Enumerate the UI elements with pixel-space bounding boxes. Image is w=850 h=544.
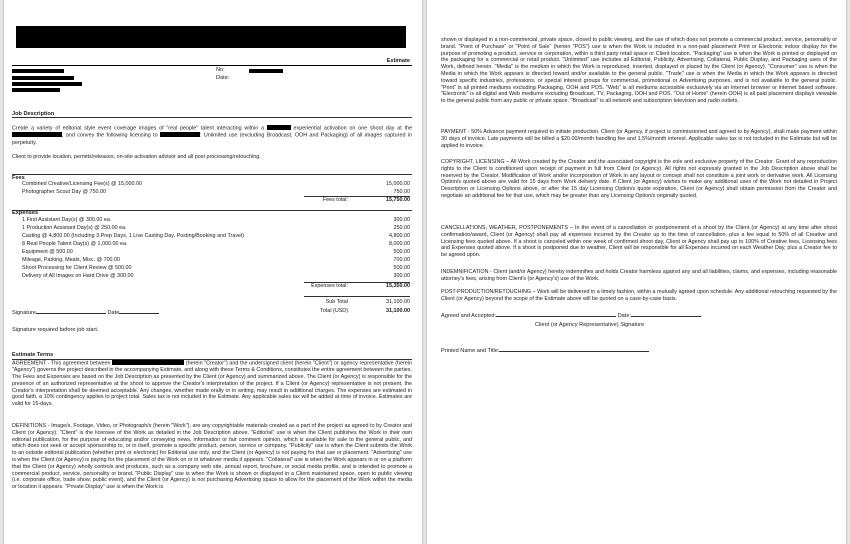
- divider: [12, 174, 412, 175]
- redacted-contact-line: [12, 88, 60, 92]
- job-description-text: Create a variety of editorial style event coverage images of "real people" talent interacting within a experiential activation on one shoot day at the , and convey the following licensing to : Unlimited use (excluding Broadcast, OOH and Packaging) of all images captured in perpetuity.: [12, 125, 413, 146]
- redacted-estimate-number: [249, 69, 283, 73]
- signature-note: Signature required before job start.: [12, 327, 99, 333]
- signer-caption: Client (or Agency Representative) Signature: [535, 322, 645, 328]
- estimate-bar: [12, 59, 412, 66]
- redacted-contact-line: [12, 82, 82, 86]
- signature-line: Signature Date: [12, 310, 159, 317]
- redacted-brand: [267, 125, 291, 130]
- expenses-heading: Expenses: [12, 210, 39, 216]
- expenses-total-label: Expenses total:: [311, 283, 348, 289]
- definitions-continued-text: shown or displayed in a non-commercial, private space, closed to public viewing, and the use of which does not promote a commercial product, service, personality or brand. "Point of Purchase" or "Point of Sale" (herein "POS") use is when the Work is included in a non-paid placement Print or Electronic indoor display for the purpose of promoting a product, service or corporation, within a third party retail space or Client location. "Packaging" use is when the Work is printed or displayed on the packaging for a commercial or retail product. "Unlimited" use includes all Editorial, Publicity, Advertising, Collateral, Public Display, and Packaging uses of the Work, defined herein. "Media" is the medium in which the Work is reproduced, inserted, displayed or placed by the Client (or Agency). "Consumer" use is when the Media in which the Work appears is directed toward and/or available to the general public. "Trade" use is when the Media in which the Work appears is directed toward specific industries, professions, or special interest groups for commercial, promotional or Advertising purposes, and is not available to the general public. "Print" is all printed mediums excluding Packaging, OOH and POS. "Web" is all mediums accessible exclusively via an internet browser or internet based software. "Electronic" is all digital and Web mediums excluding Broadcast, TV, Packaging, OOH and POS. "Out of Home" (herein OOH) is all paid placement displays viewable to the general public from any public or private space. "Broadcast" is all network and subscription television and radio outlets.: [441, 37, 837, 105]
- cancellation-terms: CANCELLATIONS, WEATHER, POSTPONEMENTS – In the event of a cancellation or postponement of a shoot by the Client (or Agency) at any time after shoot confirmation/award, Client (or Agency) shall pay all expenses incurred by the Creator up to the time of cancellation, plus a fee equal to 50% of all Creative and Licensing fees quoted above. If a shoot is canceled within one week of confirmed shoot day, Client or Agency shall pay up to 100% of Creative fees, Licensing fees and Expenses quoted above. If a shoot is postponed due to weather, Client will be responsible for all Expenses incurred on each Weather Day, plus a Creator fee to be agreed upon.: [441, 225, 837, 259]
- redacted-creator-name: [112, 360, 184, 365]
- divider: [12, 210, 412, 211]
- agreement-text: AGREEMENT - This agreement between (herein "Creator") and the undersigned client (herein "Client") or agency representative (herein "Agency") governs the project described in the accompanying Estimate, and along with these Terms & Conditions, constitutes the entire agreement between the parties. The Fees and Expenses are based on the Job Description as presented by the Client (or Agency) and summarized above. The Client (or Agency) is responsible for the presence of an authorized representative at the shoot to approve the Creator's interpretation of the project. If a Client (or Agency) representative is not present, the Creator's interpretation shall be deemed acceptable. Any changes, whether made orally or in writing, may result in additional charges. The expenses are estimated in good faith, a 10% contingency applies to project total. Sales tax is not included in the Estimate. Any applicable sales tax will be added at time of invoice. Estimates are valid for 15-days.: [12, 360, 412, 408]
- redacted-company-name: [16, 26, 406, 48]
- post-production-terms: POST-PRODUCTION/RETOUCHING – Work will be delivered in a timely fashion, within a mutually agreed upon schedule. Any additional retouching requested by the Client (or Agency) beyond the scope of the Estimate above will be quoted on a case-by-case basis.: [441, 289, 837, 302]
- divider: [304, 296, 410, 297]
- fees-table: [22, 181, 410, 197]
- expense-row: Casting @ 4,800.00 (Including 3 Prep Days, 1 Live Casting Day, Posting/Booking and Travel) 4,800.00: [22, 233, 410, 239]
- estimate-label: Estimate: [386, 58, 410, 64]
- expense-row: Equipment @ 500.00 500.00: [22, 249, 410, 255]
- expense-row: 8 Real People Talent Day(s) @ 1,000.00 ea. 8,000.00: [22, 241, 410, 247]
- fee-row: Combined Creative/Licensing Fee(s) @ 15,000.00 15,000.00: [22, 181, 410, 187]
- indemnification-terms: INDEMNIFICATION - Client (and/or Agency) hereby indemnifies and holds Creator harmless against any and all liabilities, claims, and expenses, including reasonable attorney's fees, arising from Client's (or Agency's) use of the Work.: [441, 269, 837, 282]
- fee-row: Photographer Scout Day @ 750.00 750.00: [22, 189, 410, 195]
- fees-heading: Fees: [12, 175, 25, 181]
- expense-row: Shoot Processing for Client Review @ 500.00 500.00: [22, 265, 410, 271]
- expenses-total-value: 15,350.00: [386, 283, 410, 289]
- estimate-date-label: Date:: [216, 75, 230, 81]
- redacted-client: [160, 132, 200, 137]
- expense-row: 1 First Assistant Day(s) @ 300.00 ea. 300.00: [22, 217, 410, 223]
- total-label: Total (USD): [320, 308, 348, 314]
- redacted-contact-line: [12, 69, 64, 73]
- redacted-venue: [12, 132, 62, 137]
- estimate-page-2: [427, 0, 846, 544]
- divider: [12, 117, 412, 118]
- job-description-heading: Job Description: [12, 111, 55, 117]
- payment-terms: PAYMENT - 50% Advance payment required to initiate production. Client (or Agency, if project is commissioned and agreed to by Agency), shall make payment within 30 days of invoice. Late payments will be billed a $20.00/month handling fee and 1.5%/month interest. Applicable sales tax is not included in the Estimate but will be applied to invoice.: [441, 129, 837, 149]
- subtotal-label: Sub Total: [325, 299, 348, 305]
- fees-total-label: Fees total:: [322, 197, 348, 203]
- job-description-note: Client to provide location, permits/releases, on-site activation advisor and all post processing/retouching.: [12, 154, 261, 160]
- printed-name-line: Printed Name and Title:: [441, 348, 649, 355]
- redacted-contact-line: [12, 76, 74, 80]
- expenses-table: [22, 217, 410, 283]
- expense-row: 1 Production Assistant Day(s) @ 250.00 ea. 250.00: [22, 225, 410, 231]
- definitions-text: DEFINITIONS - Image/s, Footage, Video, or Photograph/s (herein "Work"), are any copyrightable materials created as a part of the project as agreed to by Creator and Client (or Agency). "Client" is the licensee of the Work as detailed in the Job Description above. "Editorial" use is when the Client publishes the Work in their own editorial publication, for the purpose of educating and/or conveying news, information or fair comment opinion, which is available for sale to the general public, and which does not seek or accept sponsorship to, or in itself, promote a specific product, person, service or company. "Publicity" use is when the Client submits the Work to an outside editorial publication (whether print or electronic) for Editorial use only, and the Client (or Agency) is not paying for that use or placement. "Advertising" use is when the Client (or Agency) is paying for the placement of the Work on or in whatever media it appears. "Collateral" use is when the Work appears in or on a platform that the Client (or Agency) wholly controls and produces, such as a company web site, annual report, brochure, or social media profile, and is intended to promote a commercial product, service, personality or brand. "Public Display" use is when the Work is shown or displayed in a Client maintained space, open to public viewing (i.e. corporate office, trade show, public event), and the Client (or Agency) is not purchasing Advertising space to allow for the placement of the Work within the media or location it appears. "Private Display" use is when the Work is: [12, 423, 412, 491]
- expense-row: Mileage, Parking, Meals, Misc. @ 700.00 700.00: [22, 257, 410, 263]
- estimate-page-1: [4, 0, 422, 544]
- expense-row: Delivery of All Images on Hard Drive @ 300.00 300.00: [22, 273, 410, 279]
- total-value: 31,100.00: [386, 308, 410, 314]
- subtotal-value: 31,100.00: [386, 299, 410, 305]
- copyright-terms: COPYRIGHT, LICENSING – All Work created by the Creator and the associated copyright is the sole and exclusive property of the Creator. Grant of any reproduction rights to the Client is conditioned upon receipt of payment in full from Client (or Agency). All rights not expressly granted in the Job Description above shall be reserved by the Creator. Modification of Work and/or incorporation of Work in any layout or concept shall not constitute a joint work or derivative work. All Licensing Option/s quoted above are valid for 15 days from Work delivery date. If Client (or Agency) wishes to make any additional uses of the Work not detailed in Project Description or Licensing Options above, or after the 15 day Licensing Option/s quote expiration, Client (or Agency) shall obtain permission from the Creator and negotiate an additional fee for that use, which may be greater than any Licensing Option/s originally quoted.: [441, 159, 837, 199]
- fees-total-value: 15,750.00: [386, 197, 410, 203]
- agreement-signature-line: Agreed and Accepted: Date:: [441, 313, 701, 320]
- estimate-number-label: No:: [216, 67, 225, 73]
- estimate-terms-heading: Estimate Terms: [12, 352, 54, 358]
